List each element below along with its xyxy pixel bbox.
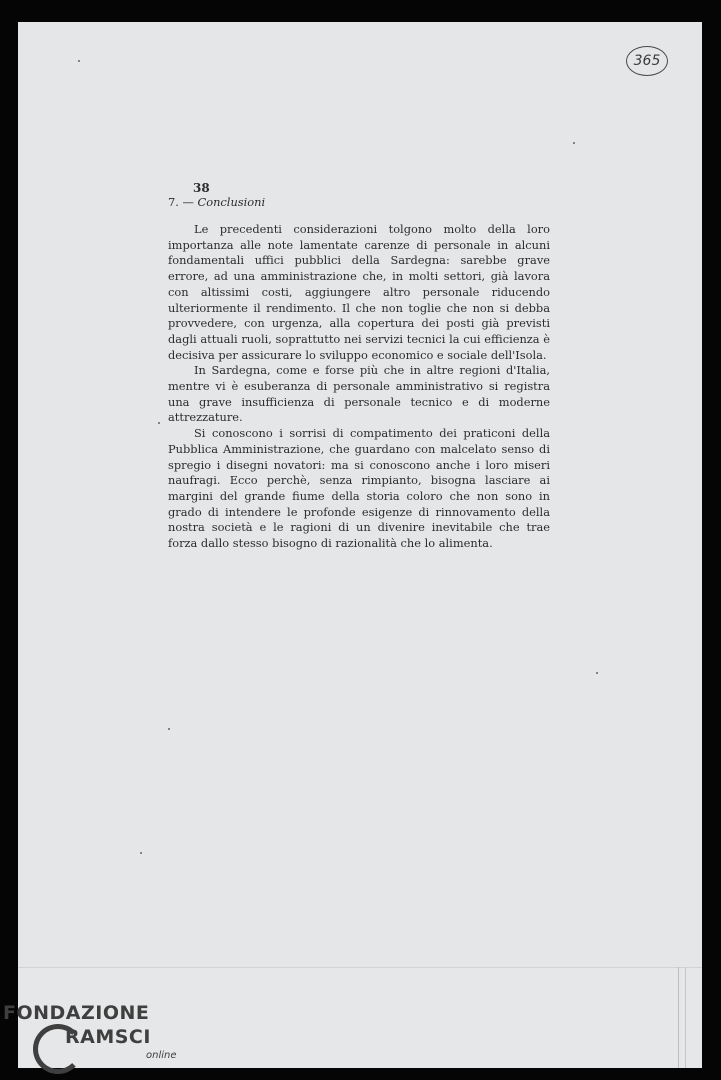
paper-speck <box>168 728 170 730</box>
page-edge-lines <box>678 967 699 1068</box>
watermark-line-2: RAMSCI <box>65 1026 151 1048</box>
fondazione-gramsci-watermark <box>3 1000 183 1075</box>
paragraph-3: Si conoscono i sorrisi di compatimento dei praticoni della Pubblica Amministrazione, che guardano con malcelato senso di spregio i disegni novatori: ma si conoscono anche i loro miseri naufragi. Ecco perchè, senza rimpianto, bisogna lasciare ai margini del grande fiume della storia coloro che non sono in grado di intendere le profonde esigenze di rinnovamento della nostra società e le ragioni di un divenire inevitabile che trae forza dallo stesso bisogno di razionalità che lo alimenta. <box>168 426 550 551</box>
section-heading <box>168 195 550 209</box>
watermark-online: online <box>146 1050 177 1061</box>
text-block <box>168 182 550 552</box>
paper-speck <box>573 142 575 144</box>
section-title: Conclusioni <box>197 195 266 209</box>
paragraph-2: In Sardegna, come e forse più che in altre regioni d'Italia, mentre vi è esuberanza di personale amministrativo si registra una grave insufficienza di personale tecnico e di moderne attrezzature. <box>168 363 550 425</box>
section-number: 7. — <box>168 195 194 209</box>
paragraph-1: Le precedenti considerazioni tolgono molto della loro importanza alle note lamentate carenze di personale in alcuni fondamentali uffici pubblici della Sardegna: sarebbe grave errore, ad una amministrazione che, in molti settori, già lavora con altissimi costi, aggiungere altro personale riducendo ulteriormente il rendimento. Il che non toglie che non si debba provvedere, con urgenza, alla copertura dei posti già previsti dagli attuali ruoli, soprattutto nei servizi tecnici la cui efficienza è decisiva per assicurare lo sviluppo economico e sociale dell'Isola. <box>168 222 550 362</box>
paper-speck <box>78 60 80 62</box>
paper-speck <box>158 422 160 424</box>
page-number: 38 <box>193 181 210 195</box>
paper-speck <box>140 852 142 854</box>
watermark-line-1: FONDAZIONE <box>3 1002 150 1024</box>
paper-speck <box>596 672 598 674</box>
document-page <box>18 22 702 1068</box>
archive-number-stamp: 365 <box>626 46 668 76</box>
